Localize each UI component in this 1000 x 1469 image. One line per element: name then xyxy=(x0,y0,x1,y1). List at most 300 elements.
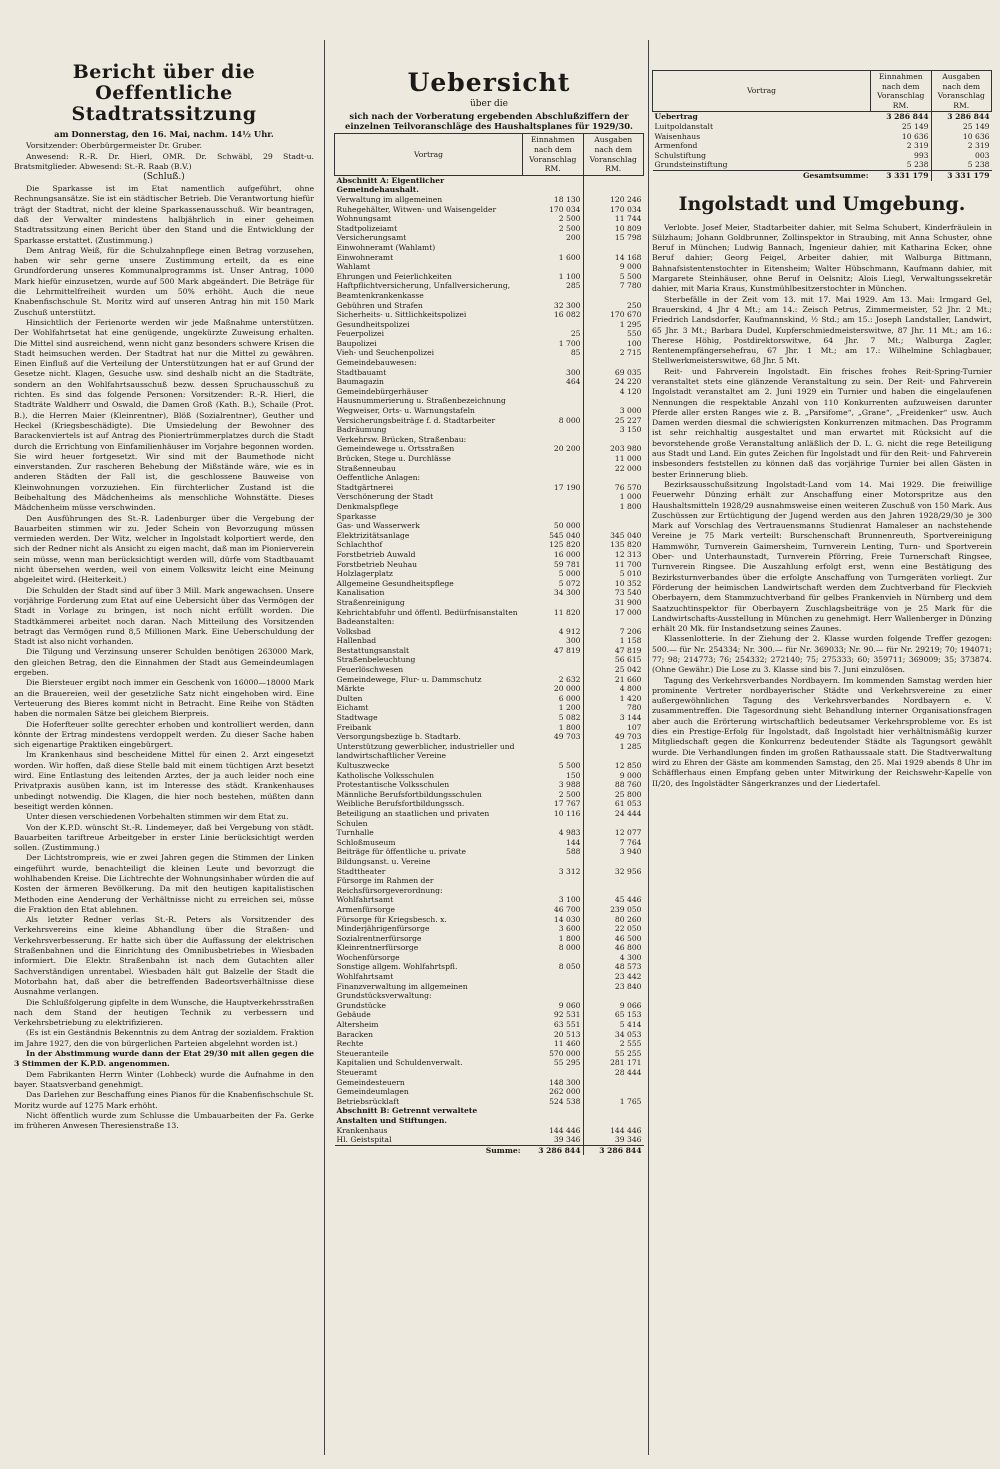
budget-row xyxy=(335,1020,644,1030)
row-label: Badeanstalten: xyxy=(336,617,395,627)
report-paragraph: Im Krankenhaus sind bescheidene Mittel für einen 2. Arzt eingesetzt worden. Wir hoffen, daß diese Stelle bald mit einem tüchtigen Arzt besetzt wird. Eine Entlastung des leitenden Arztes, der ja auch leider noch eine Privatpraxis ausüben kann, ist im Interesse des städt. Krankenhauses unbedingt notwendig. Die Klagen, die hier noch bestehen, müßten dann beseitigt werden können. xyxy=(14,750,314,811)
row-label: Verkehrsw. Brücken, Straßenbau: xyxy=(336,434,467,444)
budget-row xyxy=(335,579,644,589)
row-label: Wohlfahrtsamt xyxy=(336,972,394,982)
row-ausgaben: 107 xyxy=(627,722,642,732)
row-einnahmen: 8 050 xyxy=(523,962,584,972)
row-label: Verschönerung der Stadt xyxy=(336,492,434,502)
stadtrat-report-column xyxy=(14,40,314,1457)
row-einnahmen: 570 000 xyxy=(523,1049,584,1059)
budget-row xyxy=(335,713,644,723)
total-label: Summe: xyxy=(335,1145,523,1155)
news-paragraph: Reit- und Fahrverein Ingolstadt. Ein frisches frohes Reit-Spring-Turnier veranstaltet stets eine glänzende Veranstaltung zu sein. Der Reit- und Fahrverein Ingolstadt veranstaltet am 2. Juni 1929 ein Turnier und haben die eingelaufenen Nennungen die respektable Anzahl von 110 Konkurrenten aufzuweisen darunter Pferde aller ersten Ranges wie z. B. „Parsifome“, „Grane“, „Freidenker“ usw. Auch Damen werden diesmal die schwierigsten Konkurrenzen mitmachen. Das Programm ist sehr reichhaltig ausgestaltet und man erwartet mit Rücksicht auf die bevorstehende große Veranstaltung anläßlich der D. L. G. nicht die rege Beteiligung aus Stadt und Land. Ein gutes Zeichen für Ingolstadt und für den Reit- und Fahrverein insbesonders feststellen zu können daß das vorjährige Turnier bei allen Gästen in bester Erinnerung blieb. xyxy=(652,366,992,479)
report-paragraph: Die Biersteuer ergibt noch immer ein Geschenk von 16000—18000 Mark an die Brauereien, weil der gesetzliche Satz nicht eingehoben wird. Eine Verteuerung des Bieres kommt nicht in Betracht. Eine Reihe von Städten haben die normalen Sätze bei gleichem Bierpreis. xyxy=(14,678,314,719)
row-einnahmen: 4 912 xyxy=(523,627,584,637)
news-paragraph: Tagung des Verkehrsverbandes Nordbayern. Im kommenden Samstag werden hier prominente Vertreter nordbayerischer Städte und Verkehrsvereine zu einer außergewöhnlichen Tagung des Verkehrsverbandes Nordbayern e. V. zusammentreffen. Die Tagesordnung sieht Behandlung interner Organisationsfragen aber auch die Erörterung wirtschaftlich bedeutsamer Verkehrsprobleme vor. Es ist dies ein Prestige-Erfolg für Ingolstadt, daß Ingolstadt hier verhältnismäßig kurzer Mitgliedschaft gegen die Konkurrenz bedeutender Städte als Tagungsort gewählt wurde. Die Verhandlungen finden im großen Rathaussaale statt. Die Stadtverwaltung wird zu Ehren der Gäste am kommenden Samstag, den 25. Mai 1929 abends 8 Uhr im Schäfflerhaus einen Empfang geben unter Mitwirkung der Reichswehr-Kapelle von II/20, des Ingolstädter Sängerkranzes und der Liedertafel. xyxy=(652,675,992,788)
row-einnahmen xyxy=(523,982,584,992)
budget-row xyxy=(335,1078,644,1088)
row-ausgaben: 9 066 xyxy=(619,1000,642,1010)
row-ausgaben: 10 809 xyxy=(614,223,642,233)
row-einnahmen: 144 xyxy=(523,838,584,848)
row-ausgaben: 1 000 xyxy=(619,492,642,502)
budget-row xyxy=(335,492,644,502)
row-einnahmen xyxy=(523,502,584,512)
row-ausgaben xyxy=(583,521,644,531)
budget-row xyxy=(335,665,644,675)
budget-row xyxy=(335,243,644,253)
row-label: Gemeindewege u. Ortsstraßen xyxy=(336,444,455,454)
row-ausgaben: 80 260 xyxy=(614,914,642,924)
budget-row xyxy=(335,598,644,608)
column-rule xyxy=(648,40,649,1455)
row-label: Gesundheitspolizei xyxy=(336,319,410,329)
row-ausgaben: 23 840 xyxy=(614,981,642,991)
row-label: Einwohneramt (Wahlamt) xyxy=(336,242,436,252)
budget-row xyxy=(335,703,644,713)
row-label: Kanalisation xyxy=(336,588,385,598)
report-date: am Donnerstag, den 16. Mai, nachm. 14½ Uhr. xyxy=(54,129,274,139)
row-einnahmen: 10 636 xyxy=(871,132,932,142)
row-ausgaben: 5 500 xyxy=(619,271,642,281)
row-label: Betriebsrücklaft xyxy=(336,1096,400,1106)
row-ausgaben: 1 765 xyxy=(619,1096,642,1106)
budget-row xyxy=(653,151,992,161)
row-einnahmen: 464 xyxy=(523,377,584,387)
row-label: Altersheim xyxy=(336,1020,379,1030)
row-einnahmen: 285 xyxy=(523,281,584,300)
row-ausgaben: 170 034 xyxy=(610,204,642,214)
row-label: Grundstücksverwaltung: xyxy=(336,991,432,1001)
row-einnahmen xyxy=(523,1068,584,1078)
row-label: Ehrungen und Feierlichkeiten xyxy=(336,271,452,281)
row-einnahmen: 25 149 xyxy=(871,122,932,132)
row-ausgaben: 46 800 xyxy=(614,943,642,953)
row-ausgaben: 1 295 xyxy=(619,319,642,329)
row-einnahmen: 4 983 xyxy=(523,828,584,838)
row-label: Armenfond xyxy=(654,141,698,151)
row-ausgaben: 3 286 844 xyxy=(947,112,990,122)
row-ausgaben: 25 227 xyxy=(614,415,642,425)
row-label: Wohnungsamt xyxy=(336,214,392,224)
row-ausgaben: 1 420 xyxy=(619,693,642,703)
row-ausgaben: 73 540 xyxy=(614,588,642,598)
row-ausgaben: 10 636 xyxy=(962,131,990,141)
row-einnahmen xyxy=(523,492,584,502)
row-ausgaben: 24 220 xyxy=(614,377,642,387)
row-label: Wohlfahrtsamt xyxy=(336,895,394,905)
row-label: Steueranteile xyxy=(336,1048,389,1058)
budget-row xyxy=(335,320,644,330)
budget-row xyxy=(335,790,644,800)
budget-row xyxy=(335,339,644,349)
row-ausgaben: 120 246 xyxy=(610,194,642,204)
budget-row xyxy=(335,387,644,397)
row-einnahmen xyxy=(523,953,584,963)
row-ausgaben: 28 444 xyxy=(614,1068,642,1077)
row-einnahmen: 14 030 xyxy=(523,915,584,925)
budget-row xyxy=(335,435,644,445)
row-label: Sicherheits- u. Sittlichkeitspolizei xyxy=(336,310,467,320)
row-einnahmen: 5 000 xyxy=(523,569,584,579)
row-ausgaben: 345 040 xyxy=(610,530,642,540)
row-einnahmen: 2 500 xyxy=(523,214,584,224)
row-label: Beteiligung an staatlichen und privaten Schulen xyxy=(336,808,490,828)
budget-row xyxy=(335,464,644,474)
row-label: Uebertrag xyxy=(654,112,698,122)
row-label: Oeffentliche Anlagen: xyxy=(336,473,421,483)
report-paragraph: Die Tilgung und Verzinsung unserer Schulden benötigen 263000 Mark, den gleichen Betrag, den die Einnahmen der Stadt aus Gemeindeumlagen ergeben. xyxy=(14,647,314,678)
row-einnahmen xyxy=(523,387,584,397)
budget-row xyxy=(335,377,644,387)
row-ausgaben: 2 715 xyxy=(619,348,642,358)
budget-row xyxy=(335,531,644,541)
row-ausgaben: 1 285 xyxy=(619,741,642,751)
row-einnahmen xyxy=(523,473,584,483)
row-ausgaben: 25 042 xyxy=(614,665,642,675)
row-einnahmen: 8 000 xyxy=(523,416,584,426)
budget-row xyxy=(653,122,992,132)
budget-row xyxy=(335,483,644,493)
row-label: Steueramt xyxy=(336,1068,378,1077)
row-ausgaben xyxy=(583,243,644,253)
row-ausgaben: 3 940 xyxy=(619,847,642,857)
row-ausgaben: 5 238 xyxy=(967,160,990,170)
budget-row xyxy=(335,233,644,243)
budget-row xyxy=(335,1001,644,1011)
row-einnahmen: 300 xyxy=(523,368,584,378)
budget-row xyxy=(335,732,644,742)
budget-row xyxy=(335,454,644,464)
row-label: Märkte xyxy=(336,684,365,694)
row-ausgaben: 17 000 xyxy=(614,607,642,617)
row-ausgaben: 4 300 xyxy=(619,952,642,962)
row-ausgaben: 15 798 xyxy=(614,233,642,243)
row-label: Versicherungsamt xyxy=(336,233,407,243)
row-label: Hausnummerierung u. Straßenbezeichnung xyxy=(336,396,506,406)
row-label: Grundsteinstiftung xyxy=(654,160,728,170)
header-ausgaben: Ausgaben nach dem Voranschlag RM. xyxy=(583,134,644,175)
row-ausgaben xyxy=(583,1087,644,1097)
row-label: Waisenhaus xyxy=(654,131,701,141)
row-ausgaben: 34 053 xyxy=(614,1029,642,1039)
row-einnahmen xyxy=(523,464,584,474)
overview-title: Uebersicht xyxy=(407,68,571,97)
row-einnahmen xyxy=(523,972,584,982)
row-einnahmen xyxy=(523,406,584,416)
header-vortrag: Vortrag xyxy=(653,71,871,112)
row-ausgaben: 25 800 xyxy=(614,789,642,799)
row-einnahmen: 3 286 844 xyxy=(871,112,932,122)
budget-row xyxy=(335,175,644,195)
row-label: Brücken, Stege u. Durchlässe xyxy=(336,454,451,463)
budget-row xyxy=(335,962,644,972)
row-ausgaben: 22 050 xyxy=(614,924,642,934)
budget-row xyxy=(335,521,644,531)
row-label: Holzlagerplatz xyxy=(336,569,393,579)
budget-row xyxy=(335,502,644,512)
budget-row xyxy=(335,358,644,368)
budget-row xyxy=(335,905,644,915)
row-ausgaben: 49 703 xyxy=(614,732,642,742)
row-einnahmen: 524 538 xyxy=(523,1097,584,1107)
row-einnahmen: 39 346 xyxy=(523,1135,584,1145)
row-einnahmen: 1 200 xyxy=(523,703,584,713)
budget-row xyxy=(335,617,644,627)
row-ausgaben xyxy=(583,358,644,368)
row-label: Turnhalle xyxy=(336,828,374,838)
report-tail xyxy=(14,1070,314,1132)
row-label: Stadtbauamt xyxy=(336,367,387,377)
local-news-column xyxy=(652,40,992,1457)
row-ausgaben: 56 615 xyxy=(614,655,642,665)
budget-row xyxy=(653,112,992,122)
row-label: Minderjährigenfürsorge xyxy=(336,924,430,934)
budget-row xyxy=(653,141,992,151)
row-ausgaben: 170 670 xyxy=(610,310,642,320)
row-ausgaben: 76 570 xyxy=(614,482,642,492)
row-label: Baracken xyxy=(336,1029,374,1039)
row-label: Grundstücke xyxy=(336,1000,387,1010)
row-ausgaben xyxy=(583,876,644,895)
report-title: Bericht über die Oeffentliche Stadtratssitzung xyxy=(71,61,257,125)
row-einnahmen: 262 000 xyxy=(523,1087,584,1097)
budget-continuation-table xyxy=(652,70,992,181)
row-einnahmen: 2 319 xyxy=(871,141,932,151)
row-label: Baumagazin xyxy=(336,377,384,387)
budget-row xyxy=(335,608,644,618)
row-label: Haftpflichtversicherung, Unfallversicherung, Beamtenkrankenkasse xyxy=(336,281,511,300)
row-einnahmen: 1 100 xyxy=(523,272,584,282)
news-paragraph: Verlobte. Josef Meier, Stadtarbeiter dahier, mit Selma Schubert, Kinderfräulein in Sülzhaum; Johann Goldbrunner, Zollinspektor in Straubing, mit Anna Schuster, ohne Beruf in München; Ludwig Bannach, Ingenieur dahier, mit Katharina Ecker, ohne Beruf dahier; Georg Feigel, Arbeiter dahier, mit Walburga Bittmann, Bahnafsistentenstochter in Eitensheim; Walter Hübschmann, Kaufmann dahier, mit Margarete Steinhäuser, ohne Beruf in Oelsnitz; Alois Liegl, Verwaltungssekretär dahier, mit Maria Kraus, Kunstmühlbesitzerstochter in München. xyxy=(652,222,992,294)
budget-row xyxy=(335,560,644,570)
row-label: Sonstige allgem. Wohlfahrtspfl. xyxy=(336,962,458,972)
row-einnahmen: 3 988 xyxy=(523,780,584,790)
report-vote: In der Abstimmung wurde dann der Etat 29/30 mit allen gegen die 3 Stimmen der K.P.D. angenommen. xyxy=(14,1049,314,1069)
row-label: Einwohneramt xyxy=(336,252,394,262)
report-paragraph: Dem Antrag Weiß, für die Schulzahnpflege einen Betrag vorzusehen, haben wir sehr gerne unsere Zustimmung erteilt, da es eine Grundforderung unseres Kommunalprogramms ist. Unser Antrag, 1000 Mark hiefür einzusetzen, wurde auf 500 Mark abgeändert. Die Beträge für die Lehrmittelfreiheit wurden um 50% erhöht. Auch die neue Knabenfischschule St. Moritz wird auf unseren Antrag hin mit 150 Mark Zuschuß unterstützt. xyxy=(14,245,314,317)
row-label: Rechte xyxy=(336,1039,364,1049)
budget-row xyxy=(335,876,644,895)
grand-total-label: Gesamtsumme: xyxy=(653,170,871,180)
row-label: Gas- und Wasserwerk xyxy=(336,521,420,531)
row-einnahmen: 25 xyxy=(523,329,584,339)
row-ausgaben: 65 153 xyxy=(614,1010,642,1020)
row-einnahmen: 5 500 xyxy=(523,761,584,771)
row-ausgaben: 45 446 xyxy=(614,895,642,905)
news-paragraph: Klassenlotterie. In der Ziehung der 2. Klasse wurden folgende Treffer gezogen: 500.— für Nr. 254334; Nr. 300.— für Nr. 369033; Nr. 90.— für Nr. 29219; 70; 194071; 77; 98; 214773; 76; 254332; 272140; 75; 275333; 60; 359711; 369009; 35; 373874. (Ohne Gewähr.) Die Lose zu 3. Klasse sind bis 7. Juni einzulösen. xyxy=(652,634,992,675)
row-label: Stadttheater xyxy=(336,866,386,876)
report-paragraph: Nicht öffentlich wurde zum Schlusse die Umbauarbeiten der Fa. Gerke im früheren Anwesen Theresienstraße 13. xyxy=(14,1110,314,1131)
report-paragraph: Die Schulden der Stadt sind auf über 3 Mill. Mark angewachsen. Unsere vorjährige Forderung zum Etat auf eine Uebersicht über das Vermögen der Stadt in Vorlage zu bringen, ist noch nicht erfüllt worden. Die Stadtkämmerei arbeitet noch daran. Nach Mitteilung des Vorsitzenden betragt das Vermögen rund 8,5 Millionen Mark. Eine Ueberschuldung der Stadt ist also nicht vorhanden. xyxy=(14,585,314,647)
row-label: Beiträge für öffentliche u. private Bildungsanst. u. Vereine xyxy=(336,847,467,866)
row-einnahmen: 63 551 xyxy=(523,1020,584,1030)
row-einnahmen: 11 820 xyxy=(523,608,584,618)
row-ausgaben xyxy=(583,396,644,406)
row-einnahmen: 200 xyxy=(523,233,584,243)
row-einnahmen: 3 312 xyxy=(523,867,584,877)
row-ausgaben xyxy=(583,512,644,522)
row-ausgaben: 22 000 xyxy=(614,463,642,473)
report-body xyxy=(14,184,314,1049)
budget-row xyxy=(335,301,644,311)
row-einnahmen: 3 600 xyxy=(523,924,584,934)
row-label: Forstbetrieb Neuhau xyxy=(336,559,418,569)
row-label: Gemeindebürgerhäuser xyxy=(336,386,429,396)
row-ausgaben: 1 158 xyxy=(619,636,642,646)
grand-total-einnahmen: 3 331 179 xyxy=(871,170,932,180)
total-ausgaben: 3 286 844 xyxy=(583,1145,644,1155)
row-label: Sozialrentnerfürsorge xyxy=(336,933,422,943)
row-einnahmen xyxy=(523,512,584,522)
row-ausgaben xyxy=(583,435,644,445)
row-ausgaben: 11 700 xyxy=(614,559,642,569)
budget-row xyxy=(335,684,644,694)
row-einnahmen xyxy=(523,665,584,675)
row-ausgaben: 7 780 xyxy=(619,281,642,291)
budget-row xyxy=(335,444,644,454)
row-label: Sparkasse xyxy=(336,511,377,521)
budget-row xyxy=(335,1058,644,1068)
row-einnahmen: 47 819 xyxy=(523,646,584,656)
report-chair: Vorsitzender: Oberbürgermeister Dr. Gruber. xyxy=(26,141,202,151)
row-ausgaben: 25 149 xyxy=(962,121,990,131)
row-einnahmen: 170 034 xyxy=(523,205,584,215)
row-ausgaben: 12 077 xyxy=(614,828,642,838)
budget-row xyxy=(335,655,644,665)
news-paragraph: Bezirksausschußsitzung Ingolstadt-Land vom 14. Mai 1929. Die freiwillige Feuerwehr Dünzing erhält zur Anschaffung einer Motorspritze aus den Haushaltsmitteln 1928/29 ausnahmsweise einen weiteren Zuschuß von 150 Mark. Aus Zuschüssen zur Ertüchtigung der Jugend werden aus den Jahren 1928/29/30 je 300 Mark auf Vorschlag des Vertrauensmanns Studienrat Hamaleser an nachstehende Vereine je 75 Mark verteilt: Burschenschaft Brunnenreuth, Sportvereinigung Hammwöhr, Turnverein Gaimersheim, Turnverein Lenting, Turn- und Sportverein Ober- und Unterhaunstadt, Turnverein Pförring, Freie Turnerschaft Ringsee, Turnverein Ringsee. Die Auszahlung erfolgt erst, wenn eine Bestätigung des Bezirksturnverbandes über die erfolgte Anschaffung von Turngeräten vorliegt. Zur Förderung der heimischen Landwirtschaft werden dem Zuchtverband für Fleckvieh Oberbayern, dem Stammzuchtverband für gelbes Frankenvieh in Nürnberg und dem Saatzuchtinspektor für Oberbayern Zuschlagsbeiträge von je 25 Mark für die Landwirtschafts-Ausstellung in München zu genehmigt. Herr Wallenberger in Dünzing erhält 20 Mk. für Instandsetzung seines Zaunes. xyxy=(652,479,992,634)
budget-row xyxy=(335,262,644,272)
row-ausgaben: 9 000 xyxy=(619,262,642,272)
row-einnahmen: 545 040 xyxy=(523,531,584,541)
row-ausgaben: 12 313 xyxy=(614,549,642,559)
row-ausgaben: 3 000 xyxy=(619,406,642,416)
row-einnahmen: 148 300 xyxy=(523,1078,584,1088)
row-ausgaben: 23 442 xyxy=(614,972,642,982)
row-einnahmen: 11 460 xyxy=(523,1039,584,1049)
budget-row xyxy=(335,780,644,790)
row-ausgaben: 14 168 xyxy=(614,252,642,262)
row-ausgaben xyxy=(583,991,644,1001)
row-label: Badräumung xyxy=(336,425,387,435)
report-paragraph: Hinsichtlich der Ferienorte werden wir jede Maßnahme unterstützen. Der Wohlfahrtsetat hat eine genügende, ungekürzte Zuweisung erhalten. Die Mittel sind ausreichend, wenn nicht ganz besonders schwere Krisen die Stadt heimsuchen werden. Der Stadtrat hat nur die Mittel zu gewähren. Einen Einfluß auf die Verteilung der Unterstützungen hat er auf Grund der Gesetze nicht. Klagen, Gesuche usw. sind deshalb nicht an die Stadträte, sondern an den Wohlfahrtsausschuß bezw. dessen Spruchausschuß zu richten. Es sind das folgende Personen: Vorsitzender: R.-R. Hierl, die Stadträte Waldherr und Oswald, die Damen Groß (Kath. B.), Schaile (Prot. B.), die Herren Maier (Kleinrentner), Blöß (Sozialrentner), Geuther und Heckel (Kriegsbeschädigte). Die Umsiedelung der Bewohner des Barackenviertels ist auf Antrag des Pioniertrümmerplatzes durch die Stadt durch die Errichtung von Einfamilienhäuser im Vorjahre begonnen worden. Sie wird heuer fortgesetzt. Wir sind mit der Baumethode nicht einverstanden. Zur rascheren Behebung der Mißstände wäre, wie es in anderen Städten der Fall ist, die geschlossene Bauweise von Kleinwohnungen vorzuziehen. Ein fürchterlicher Zustand ist die Beibehaltung des Mädchenheims als menschliche Wohnstätte. Dieses Mädchenheim müsse verschwinden. xyxy=(14,317,314,513)
budget-row xyxy=(335,550,644,560)
budget-row xyxy=(335,924,644,934)
budget-row xyxy=(335,761,644,771)
report-paragraph: Das Darlehen zur Beschaffung eines Pianos für die Knabenfischschule St. Moritz wurde auf 1275 Mark erhöht. xyxy=(14,1090,314,1110)
budget-row xyxy=(335,425,644,435)
budget-row xyxy=(335,396,644,406)
budget-row xyxy=(335,195,644,205)
row-label: Forstbetrieb Auwald xyxy=(336,549,416,559)
row-ausgaben: 3 150 xyxy=(619,425,642,435)
row-einnahmen xyxy=(523,262,584,272)
row-ausgaben: 32 956 xyxy=(614,866,642,876)
row-ausgaben: 48 573 xyxy=(614,962,642,972)
row-ausgaben xyxy=(583,617,644,627)
budget-row xyxy=(335,214,644,224)
row-label: Gebühren und Strafen xyxy=(336,300,423,310)
row-ausgaben: 4 800 xyxy=(619,684,642,694)
budget-row xyxy=(335,205,644,215)
row-einnahmen: 92 531 xyxy=(523,1010,584,1020)
row-label: Weibliche Berufsfortbildungssch. xyxy=(336,799,465,809)
row-ausgaben xyxy=(583,473,644,483)
row-ausgaben: 69 035 xyxy=(614,367,642,377)
news-paragraph: Sterbefälle in der Zeit vom 13. mit 17. Mai 1929. Am 13. Mai: Irmgard Gel, Brauerskind, 4 Jhr 4 Mt.; am 14.: Zeisch Petrus, Zimmermeister, 52 Jhr. 2 Mt.; Friedrich Landsdorfer, Kaufmannskind, ½ Std.; am 15.: Joseph Landstaller, Landwirt, 65 Jhr. 3 Mt.; Barbara Dudel, Kupferschmiedmeisterswitwe, 87 Jhr. 11 Mt.; am 16.: Therese Höhig, Postdirektorswitwe, 64 Jhr. 7 Mt.; Walburga Zagler, Rentenempfängersehefrau, 67 Jhr. 1 Mt.; am 17.: Wilhelmine Schlagbauer, Stellwerkmeisterswitwe, 68 Jhr. 5 Mt. xyxy=(652,294,992,366)
row-einnahmen xyxy=(523,1106,584,1125)
row-label: Straßenbeleuchtung xyxy=(336,655,416,665)
budget-row xyxy=(335,953,644,963)
header-einnahmen: Einnahmen nach dem Voranschlag RM. xyxy=(523,134,584,175)
row-einnahmen: 993 xyxy=(871,151,932,161)
row-einnahmen xyxy=(523,175,584,195)
row-einnahmen xyxy=(523,358,584,368)
row-label: Eichamt xyxy=(336,703,369,713)
local-news-title: Ingolstadt und Umgebung. xyxy=(678,192,966,215)
row-ausgaben: 10 352 xyxy=(614,578,642,588)
budget-row xyxy=(335,348,644,358)
row-einnahmen: 20 200 xyxy=(523,444,584,454)
report-paragraph: Dem Fabrikanten Herrn Winter (Lohbeck) wurde die Aufnahme in den bayer. Staatsverband genehmigt. xyxy=(14,1069,314,1089)
row-ausgaben: 135 820 xyxy=(610,540,642,550)
row-label: Unterstützung gewerblicher, industrieller und landwirtschaftlicher Vereine xyxy=(336,741,515,761)
row-label: Versorgungsbezüge b. Stadtarb. xyxy=(336,732,461,742)
report-paragraph: (Es ist ein Geständnis Bekenntnis zu dem Antrag der sozialdem. Fraktion im Jahre 1927, den die von bürgerlichen Parteien abgelehnt worden ist.) xyxy=(14,1028,314,1048)
budget-row xyxy=(335,406,644,416)
row-ausgaben: 003 xyxy=(975,150,990,160)
budget-row xyxy=(653,160,992,170)
row-label: Straßenreinigung xyxy=(336,597,405,607)
row-label: Schloßmuseum xyxy=(336,837,396,847)
budget-row xyxy=(335,828,644,838)
row-einnahmen: 1 800 xyxy=(523,723,584,733)
row-label: Fürsorge für Kriegsbesch. x. xyxy=(336,914,447,924)
budget-row xyxy=(335,1010,644,1020)
row-ausgaben: 2 319 xyxy=(967,141,990,151)
row-label: Kehrichtabfuhr und öffentl. Bedürfnisanstalten xyxy=(336,607,518,617)
row-label: Gemeindeumlagen xyxy=(336,1087,409,1097)
row-einnahmen xyxy=(523,991,584,1001)
budget-row xyxy=(335,694,644,704)
budget-row xyxy=(653,132,992,142)
row-label: Stadtpolizeiamt xyxy=(336,223,398,233)
budget-row xyxy=(335,588,644,598)
row-ausgaben: 88 760 xyxy=(614,780,642,790)
row-label: Baupolizei xyxy=(336,338,377,348)
row-ausgaben: 203 980 xyxy=(610,444,642,454)
row-ausgaben: 281 171 xyxy=(610,1058,642,1068)
row-einnahmen: 150 xyxy=(523,771,584,781)
row-einnahmen: 300 xyxy=(523,636,584,646)
row-einnahmen: 20 513 xyxy=(523,1030,584,1040)
row-label: Wegweiser, Orts- u. Warnungstafeln xyxy=(336,406,475,416)
budget-row xyxy=(335,368,644,378)
row-einnahmen: 34 300 xyxy=(523,588,584,598)
row-einnahmen xyxy=(523,655,584,665)
row-label: Schlachthof xyxy=(336,540,383,550)
budget-row xyxy=(335,895,644,905)
row-ausgaben: 144 446 xyxy=(610,1125,642,1135)
budget-row xyxy=(335,1106,644,1125)
row-label: Luitpoldanstalt xyxy=(654,121,714,131)
report-paragraph: Der Lichtstrompreis, wie er zwei Jahren gegen die Stimmen der Linken eingeführt wurde, benachteiligt die kleinen Leute und bevorzugt die wohlhabenden Kreise. Die Lichtrechte der Wohnungsinhaber würden die auf Kosten der ärmeren Bevölkerung. Da mit den heutigen kapitalistischen Methoden eine Aenderung der Verhältnisse nicht zu erreichen sei, müsse die Fraktion den Etat ablehnen. xyxy=(14,853,314,914)
row-label: Freibank xyxy=(336,722,372,732)
budget-row xyxy=(335,915,644,925)
row-label: Stadtgärtnerei xyxy=(336,482,394,492)
budget-row xyxy=(335,809,644,828)
row-label: Allgemeine Gesundheitspflege xyxy=(336,578,454,588)
row-ausgaben: 47 819 xyxy=(614,645,642,655)
